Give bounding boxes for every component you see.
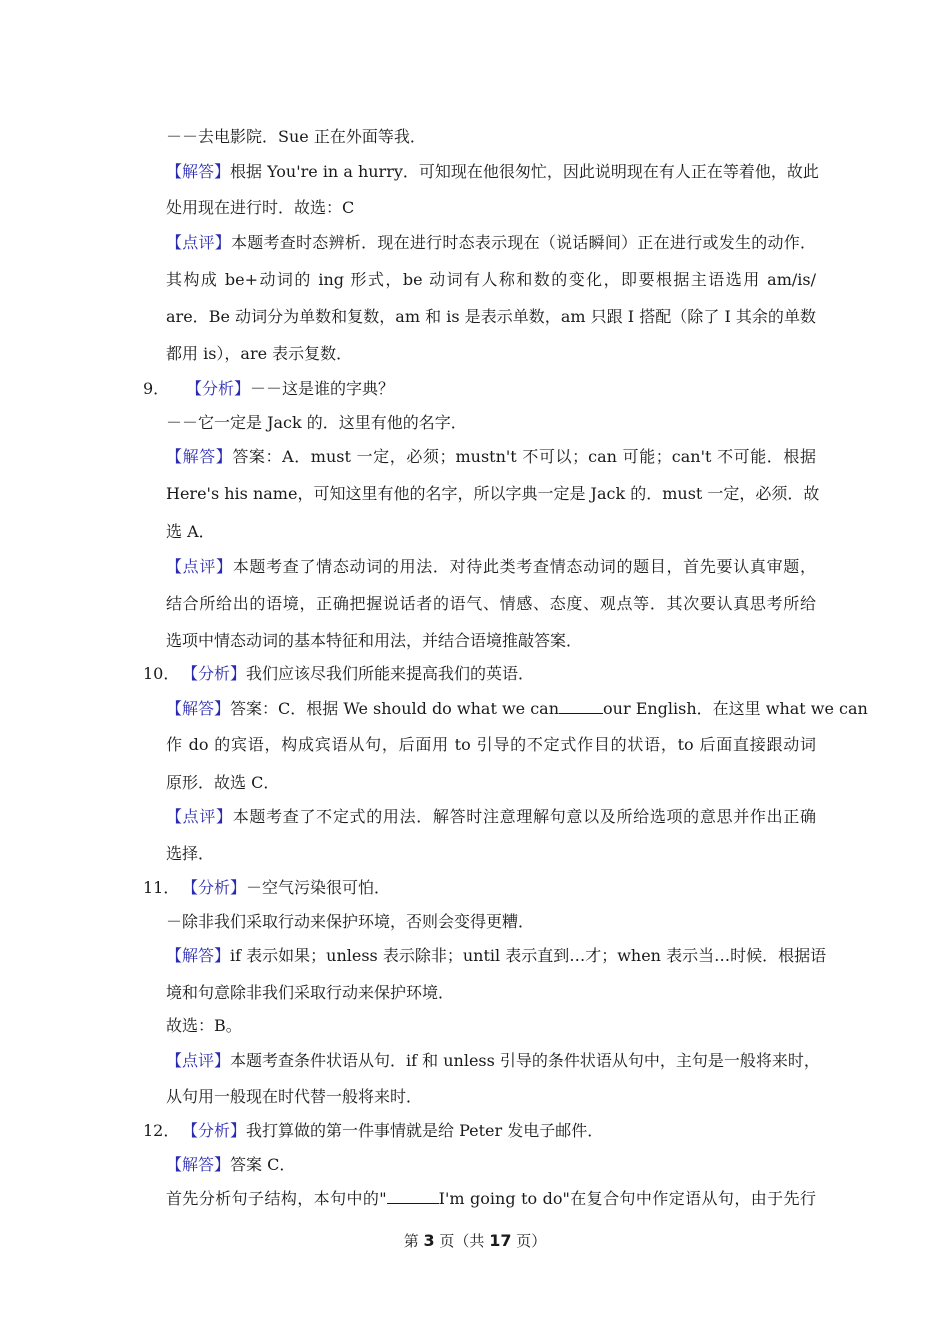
line-text-continued: our English．在这里 what we can (603, 699, 868, 718)
question-number: 11． (143, 878, 180, 897)
line-text: －－它一定是 Jack 的．这里有他的名字． (166, 413, 467, 432)
text-line (182, 1120, 816, 1142)
question-number: 9． (143, 379, 170, 398)
line-text: 作 do 的宾语，构成宾语从句，后面用 to 引导的不定式作目的状语，to 后面直接跟动词 (166, 735, 816, 754)
text-line (166, 843, 816, 865)
section-tag: 【分析】 (182, 878, 247, 897)
text-line (166, 197, 816, 219)
line-text: －空气污染很可怕． (246, 878, 391, 897)
line-text: 根据 You're in a hurry．可知现在他很匆忙，因此说明现在有人正在等着他，故此 (230, 162, 819, 181)
line-text-continued: I'm going to do"在复合句中作定语从句，由于先行 (438, 1189, 816, 1208)
line-text: 选择． (166, 844, 215, 863)
line-text: Here's his name，可知这里有他的名字，所以字典一定是 Jack 的．must 一定，必须．故 (166, 484, 820, 503)
section-tag: 【解答】 (166, 699, 231, 718)
line-text: 境和句意除非我们采取行动来保护环境． (166, 983, 455, 1002)
section-tag: 【分析】 (182, 1121, 247, 1140)
line-text: 本题考查了情态动词的用法．对待此类考查情态动词的题目，首先要认真审题， (232, 557, 816, 576)
text-line (166, 1050, 820, 1072)
line-text: 答案 C． (230, 1155, 296, 1174)
text-line (166, 982, 816, 1004)
section-tag: 【解答】 (166, 946, 231, 965)
text-line (166, 412, 816, 434)
text-line (166, 772, 816, 794)
page-footer: 第 3 页（共 17 页） (403, 1231, 547, 1250)
section-tag: 【点评】 (166, 557, 233, 576)
line-text: 其构成 be+动词的 ing 形式，be 动词有人称和数的变化，即要根据主语选用 am/is/ (166, 270, 816, 289)
text-line (166, 806, 816, 828)
line-text: 我打算做的第一件事情就是给 Peter 发电子邮件． (246, 1121, 604, 1140)
section-tag: 【分析】 (186, 379, 251, 398)
text-line (166, 126, 816, 148)
text-line (166, 911, 816, 933)
line-text: 本题考查时态辨析．现在进行时态表示现在（说话瞬间）正在进行或发生的动作． (231, 233, 816, 252)
section-tag: 【分析】 (182, 664, 247, 683)
text-line (166, 734, 816, 756)
text-line (182, 877, 816, 899)
line-text: 我们应该尽我们所能来提高我们的英语． (246, 664, 535, 683)
text-line (166, 593, 816, 615)
question-number: 10． (143, 664, 180, 683)
line-text: 从句用一般现在时代替一般将来时． (166, 1087, 423, 1106)
text-line (166, 698, 868, 720)
text-line (166, 1188, 816, 1210)
line-text: 选 A． (166, 522, 215, 541)
text-line (166, 483, 820, 505)
question-number: 12． (143, 1121, 180, 1140)
text-line (166, 343, 816, 365)
text-line (182, 663, 816, 685)
line-text: 本题考查了不定式的用法．解答时注意理解句意以及所给选项的意思并作出正确 (232, 807, 816, 826)
line-text: if 表示如果；unless 表示除非；until 表示直到…才；when 表示当…时候．根据语 (230, 946, 827, 965)
text-line (166, 446, 816, 468)
text-line (166, 269, 816, 291)
line-text: －－去电影院．Sue 正在外面等我． (166, 127, 426, 146)
line-text: 都用 is），are 表示复数． (166, 344, 353, 363)
line-text: 原形．故选 C． (166, 773, 280, 792)
text-line (166, 1154, 816, 1176)
section-tag: 【解答】 (166, 447, 233, 466)
text-line (166, 161, 819, 183)
text-line (166, 521, 816, 543)
line-text: are．Be 动词分为单数和复数，am 和 is 是表示单数，am 只跟 I 搭配（除了 I 其余的单数 (166, 307, 816, 326)
fill-in-blank (559, 699, 603, 714)
line-text: 答案：A．must 一定，必须；mustn't 不可以；can 可能；can't 不可能．根据 (232, 447, 816, 466)
section-tag: 【解答】 (166, 1155, 231, 1174)
text-line (166, 232, 816, 254)
current-page-number: 3 (423, 1231, 435, 1250)
line-text: 处用现在进行时．故选：C (166, 198, 355, 217)
line-text: －除非我们采取行动来保护环境，否则会变得更糟． (166, 912, 535, 931)
fill-in-blank (387, 1189, 439, 1204)
line-text: －－这是谁的字典？ (250, 379, 395, 398)
text-line (186, 378, 816, 400)
total-page-count: 17 (489, 1231, 512, 1250)
line-text: 结合所给出的语境，正确把握说话者的语气、情感、态度、观点等．其次要认真思考所给 (166, 594, 816, 613)
text-line (166, 556, 816, 578)
text-line (166, 306, 816, 328)
text-line (166, 945, 827, 967)
line-text: 选项中情态动词的基本特征和用法，并结合语境推敲答案． (166, 631, 583, 650)
text-line (166, 1086, 816, 1108)
line-text: 本题考查条件状语从句．if 和 unless 引导的条件状语从句中，主句是一般将来时， (230, 1051, 820, 1070)
line-text: 答案：C．根据 We should do what we can (230, 699, 560, 718)
section-tag: 【解答】 (166, 162, 231, 181)
section-tag: 【点评】 (166, 807, 233, 826)
line-text: 故选：B。 (166, 1016, 242, 1035)
text-line (166, 1015, 816, 1037)
section-tag: 【点评】 (166, 233, 232, 252)
section-tag: 【点评】 (166, 1051, 231, 1070)
line-text: 首先分析句子结构，本句中的" (166, 1189, 387, 1208)
text-line (166, 630, 816, 652)
